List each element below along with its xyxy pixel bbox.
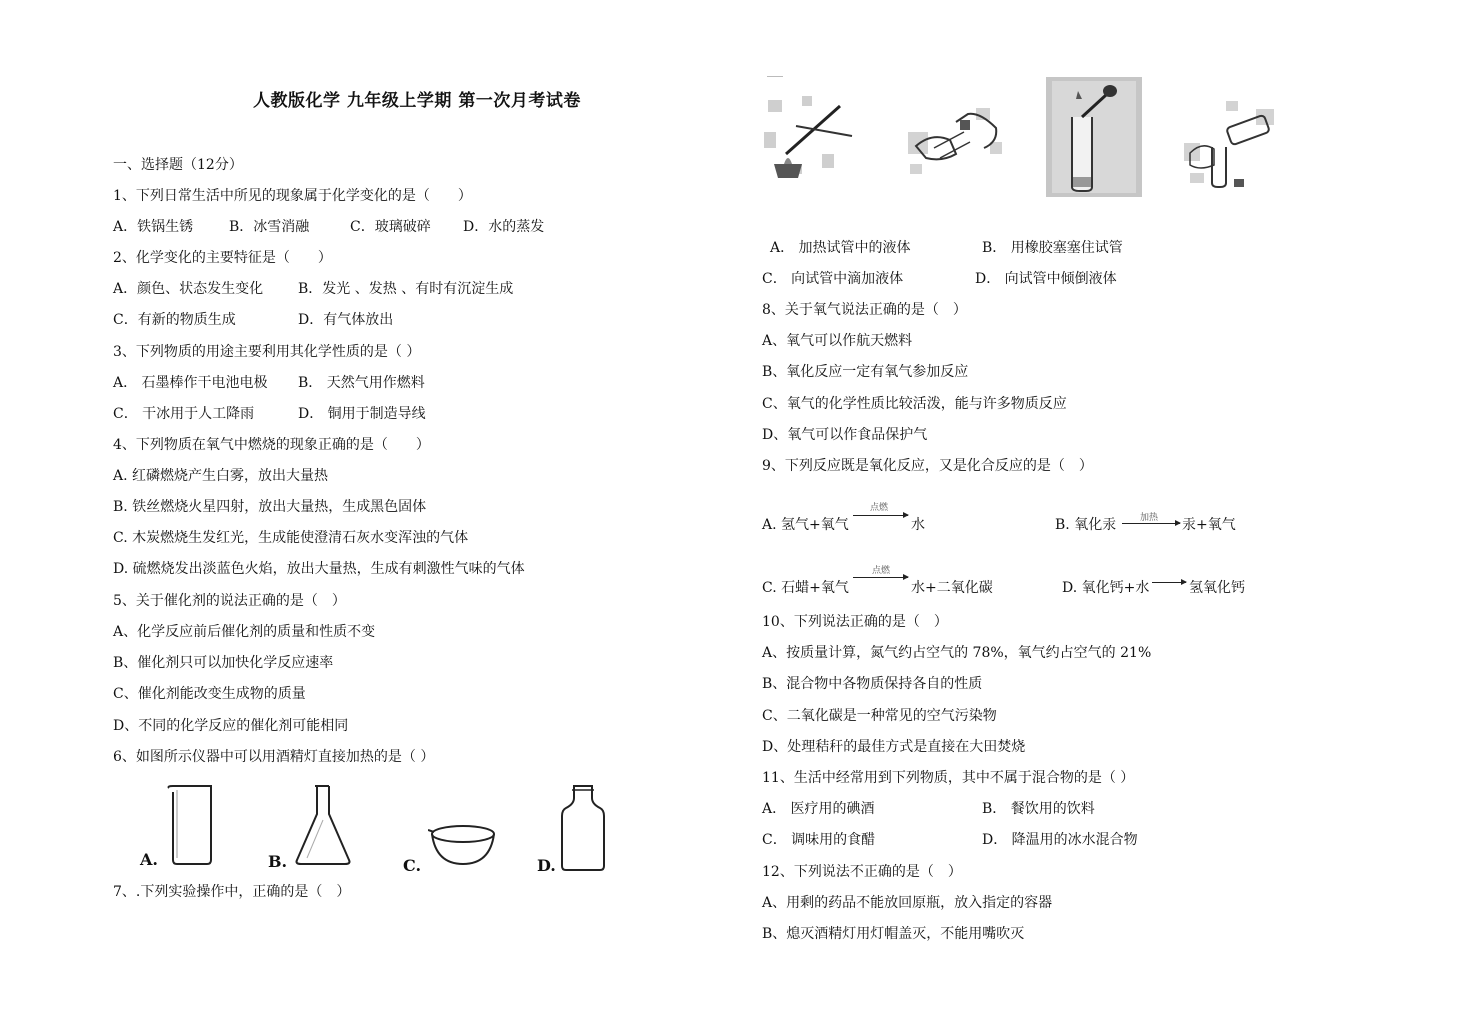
section-heading: 一、选择题（12分） <box>113 157 243 173</box>
q7-option-c: C． 向试管中滴加液体 <box>762 271 904 287</box>
image-mark <box>767 76 783 77</box>
q7-stem: 7、.下列实验操作中，正确的是（ ） <box>113 884 351 900</box>
q2-option-a: A．颜色、状态发生变化 <box>113 281 264 297</box>
q3-stem: 3、下列物质的用途主要利用其化学性质的是（ ） <box>113 344 421 360</box>
q6-label-a: A. <box>140 850 158 869</box>
q4-option-d: D. 硫燃烧发出淡蓝色火焰，放出大量热，生成有刺激性气味的气体 <box>113 561 525 577</box>
q3-option-c: C． 干冰用于人工降雨 <box>113 406 255 422</box>
q9-d-reactants: D. 氧化钙+水 <box>1062 580 1150 596</box>
q6-stem: 6、如图所示仪器中可以用酒精灯直接加热的是（ ） <box>113 749 435 765</box>
q9-b-product: 汞+氧气 <box>1182 517 1236 533</box>
q9-d-arrow <box>1152 582 1186 583</box>
q4-option-c: C. 木炭燃烧生发红光，生成能使澄清石灰水变浑浊的气体 <box>113 530 469 546</box>
q8-option-a: A、氧气可以作航天燃料 <box>762 333 913 349</box>
q9-b-reactants: B. 氧化汞 <box>1055 517 1117 533</box>
q1-option-a: A．铁锅生锈 <box>113 219 194 235</box>
q4-option-a: A. 红磷燃烧产生白雾，放出大量热 <box>113 468 329 484</box>
beaker-image <box>165 784 217 866</box>
q10-stem: 10、下列说法正确的是（ ） <box>762 614 948 630</box>
evaporating-dish-image <box>428 822 498 868</box>
pouring-liquid-image <box>1180 95 1280 191</box>
q10-option-c: C、二氧化碳是一种常见的空气污染物 <box>762 708 997 724</box>
q10-option-a: A、按质量计算，氮气约占空气的 78%，氧气约占空气的 21% <box>762 645 1152 661</box>
reagent-bottle-image <box>560 784 606 872</box>
q11-stem: 11、生活中经常用到下列物质，其中不属于混合物的是（ ） <box>762 770 1135 786</box>
q7-option-b: B． 用橡胶塞塞住试管 <box>982 240 1123 256</box>
q6-label-b: B. <box>268 852 288 871</box>
q9-stem: 9、下列反应既是氧化反应，又是化合反应的是（ ） <box>762 458 1093 474</box>
q9-a-condition: 点燃 <box>870 503 889 513</box>
rubber-stopper-image <box>906 102 1006 182</box>
q8-option-d: D、氧气可以作食品保护气 <box>762 427 928 443</box>
q5-stem: 5、关于催化剂的说法正确的是（ ） <box>113 593 346 609</box>
q9-b-condition: 加热 <box>1140 513 1159 523</box>
q12-option-b: B、熄灭酒精灯用灯帽盖灭，不能用嘴吹灭 <box>762 926 1025 942</box>
q5-option-c: C、催化剂能改变生成物的质量 <box>113 686 306 702</box>
q1-stem: 1、下列日常生活中所见的现象属于化学变化的是（ ） <box>113 188 472 204</box>
q9-c-condition: 点燃 <box>872 566 891 576</box>
q3-option-a: A． 石墨棒作干电池电极 <box>113 375 268 391</box>
q9-b-arrow <box>1122 523 1180 524</box>
q2-stem: 2、化学变化的主要特征是（ ） <box>113 250 332 266</box>
q3-option-d: D． 铜用于制造导线 <box>298 406 426 422</box>
q11-option-c: C． 调味用的食醋 <box>762 832 876 848</box>
q11-option-d: D． 降温用的冰水混合物 <box>982 832 1138 848</box>
q1-option-c: C．玻璃破碎 <box>350 219 431 235</box>
q7-option-a: A． 加热试管中的液体 <box>770 240 911 256</box>
q8-option-c: C、氧气的化学性质比较活泼，能与许多物质反应 <box>762 396 1067 412</box>
q8-option-b: B、氧化反应一定有氧气参加反应 <box>762 364 969 380</box>
q10-option-b: B、混合物中各物质保持各自的性质 <box>762 676 983 692</box>
q6-label-d: D. <box>537 856 556 875</box>
q9-d-product: 氢氧化钙 <box>1189 580 1245 596</box>
q2-option-c: C．有新的物质生成 <box>113 312 236 328</box>
q10-option-d: D、处理秸秆的最佳方式是直接在大田焚烧 <box>762 739 1026 755</box>
q11-option-a: A． 医疗用的碘酒 <box>762 801 875 817</box>
q1-option-d: D．水的蒸发 <box>463 219 545 235</box>
q7-option-d: D． 向试管中倾倒液体 <box>975 271 1117 287</box>
q12-stem: 12、下列说法不正确的是（ ） <box>762 864 962 880</box>
conical-flask-image <box>293 784 353 868</box>
heating-liquid-image <box>762 92 854 184</box>
q8-stem: 8、关于氧气说法正确的是（ ） <box>762 302 967 318</box>
q5-option-a: A、化学反应前后催化剂的质量和性质不变 <box>113 624 376 640</box>
q9-a-reactants: A. 氢气+氧气 <box>762 517 849 533</box>
q6-label-c: C. <box>403 856 422 875</box>
q2-option-d: D．有气体放出 <box>298 312 394 328</box>
q4-stem: 4、下列物质在氧气中燃烧的现象正确的是（ ） <box>113 437 430 453</box>
dropping-liquid-image <box>1046 77 1142 197</box>
q1-option-b: B．冰雪消融 <box>229 219 310 235</box>
q9-c-product: 水+二氧化碳 <box>911 580 993 596</box>
q5-option-d: D、不同的化学反应的催化剂可能相同 <box>113 718 349 734</box>
q9-a-product: 水 <box>911 517 925 533</box>
q9-a-arrow <box>853 515 908 516</box>
q9-c-arrow <box>853 577 908 578</box>
q11-option-b: B． 餐饮用的饮料 <box>982 801 1095 817</box>
q3-option-b: B． 天然气用作燃料 <box>298 375 425 391</box>
exam-title: 人教版化学 九年级上学期 第一次月考试卷 <box>253 91 581 111</box>
q5-option-b: B、催化剂只可以加快化学反应速率 <box>113 655 334 671</box>
q9-c-reactants: C. 石蜡+氧气 <box>762 580 849 596</box>
q4-option-b: B. 铁丝燃烧火星四射，放出大量热，生成黑色固体 <box>113 499 427 515</box>
q12-option-a: A、用剩的药品不能放回原瓶，放入指定的容器 <box>762 895 1053 911</box>
q2-option-b: B．发光 、发热 、有时有沉淀生成 <box>298 281 514 297</box>
